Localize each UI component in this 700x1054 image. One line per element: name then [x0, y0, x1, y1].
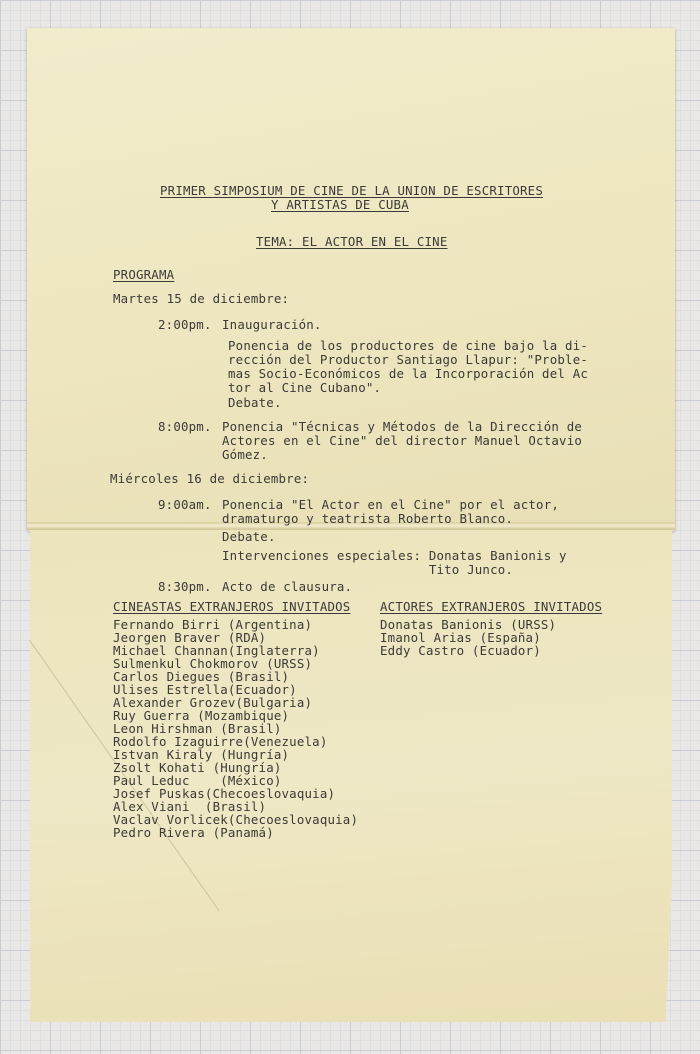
list-item: Josef Puskas(Checoeslovaquia)	[113, 786, 336, 801]
actors-heading: ACTORES EXTRANJEROS INVITADOS	[380, 599, 603, 614]
list-item: Pedro Rivera (Panamá)	[113, 825, 274, 840]
list-item: Alexander Grozev(Bulgaria)	[113, 695, 313, 710]
day1-event1-desc-line2: rección del Productor Santiago Llapur: "Proble-	[228, 352, 589, 367]
list-item: Zsolt Kohati (Hungría)	[113, 760, 282, 775]
title-line-2: Y ARTISTAS DE CUBA	[271, 197, 409, 212]
day1-event2-time: 8:00pm.	[158, 419, 212, 434]
program-heading: PROGRAMA	[113, 267, 175, 282]
list-item: Ruy Guerra (Mozambique)	[113, 708, 290, 723]
day1-event1-desc-line1: Ponencia de los productores de cine bajo la di-	[228, 338, 589, 353]
list-item: Jeorgen Braver (RDA)	[113, 630, 267, 645]
list-item: Leon Hirshman (Brasil)	[113, 721, 282, 736]
list-item: Michael Channan(Inglaterra)	[113, 643, 320, 658]
day1-event2-desc-line1: Ponencia "Técnicas y Métodos de la Dirección de	[222, 419, 583, 434]
day2-event2-title: Acto de clausura.	[222, 579, 353, 594]
day2-event1-time: 9:00am.	[158, 497, 212, 512]
theme-heading: TEMA: EL ACTOR EN EL CINE	[256, 234, 448, 249]
day1-event2-desc-line2: Actores en el Cine" del director Manuel Octavio	[222, 433, 583, 448]
day1-event2-desc-line3: Gómez.	[222, 447, 268, 462]
list-item: Rodolfo Izaguirre(Venezuela)	[113, 734, 328, 749]
list-item: Carlos Diegues (Brasil)	[113, 669, 290, 684]
title-line-1: PRIMER SIMPOSIUM DE CINE DE LA UNION DE ESCRITORES	[160, 183, 543, 198]
list-item: Fernando Birri (Argentina)	[113, 617, 313, 632]
day1-label: Martes 15 de diciembre:	[113, 291, 290, 306]
filmmakers-heading: CINEASTAS EXTRANJEROS INVITADOS	[113, 599, 351, 614]
day2-event1-debate: Debate.	[222, 529, 276, 544]
day2-event1-interventions-line1: Intervenciones especiales: Donatas Banionis y	[222, 548, 567, 563]
list-item: Paul Leduc (México)	[113, 773, 282, 788]
day1-event1-desc-line4: tor al Cine Cubano".	[228, 380, 382, 395]
list-item: Eddy Castro (Ecuador)	[380, 643, 541, 658]
day2-label: Miércoles 16 de diciembre:	[110, 471, 310, 486]
day1-event1-time: 2:00pm.	[158, 317, 212, 332]
list-item: Ulises Estrella(Ecuador)	[113, 682, 297, 697]
day2-event1-desc-line2: dramaturgo y teatrista Roberto Blanco.	[222, 511, 514, 526]
list-item: Vaclav Vorlicek(Checoeslovaquia)	[113, 812, 359, 827]
list-item: Istvan Kiraly (Hungría)	[113, 747, 290, 762]
list-item: Donatas Banionis (URSS)	[380, 617, 557, 632]
day1-event1-title: Inauguración.	[222, 317, 322, 332]
day2-event1-interventions-line2: Tito Junco.	[222, 562, 514, 577]
list-item: Sulmenkul Chokmorov (URSS)	[113, 656, 313, 671]
day1-event1-debate: Debate.	[228, 395, 282, 410]
list-item: Alex Viani (Brasil)	[113, 799, 267, 814]
day2-event2-time: 8:30pm.	[158, 579, 212, 594]
list-item: Imanol Arias (España)	[380, 630, 541, 645]
day2-event1-desc-line1: Ponencia "El Actor en el Cine" por el actor,	[222, 497, 560, 512]
day1-event1-desc-line3: mas Socio-Económicos de la Incorporación del Ac	[228, 366, 589, 381]
